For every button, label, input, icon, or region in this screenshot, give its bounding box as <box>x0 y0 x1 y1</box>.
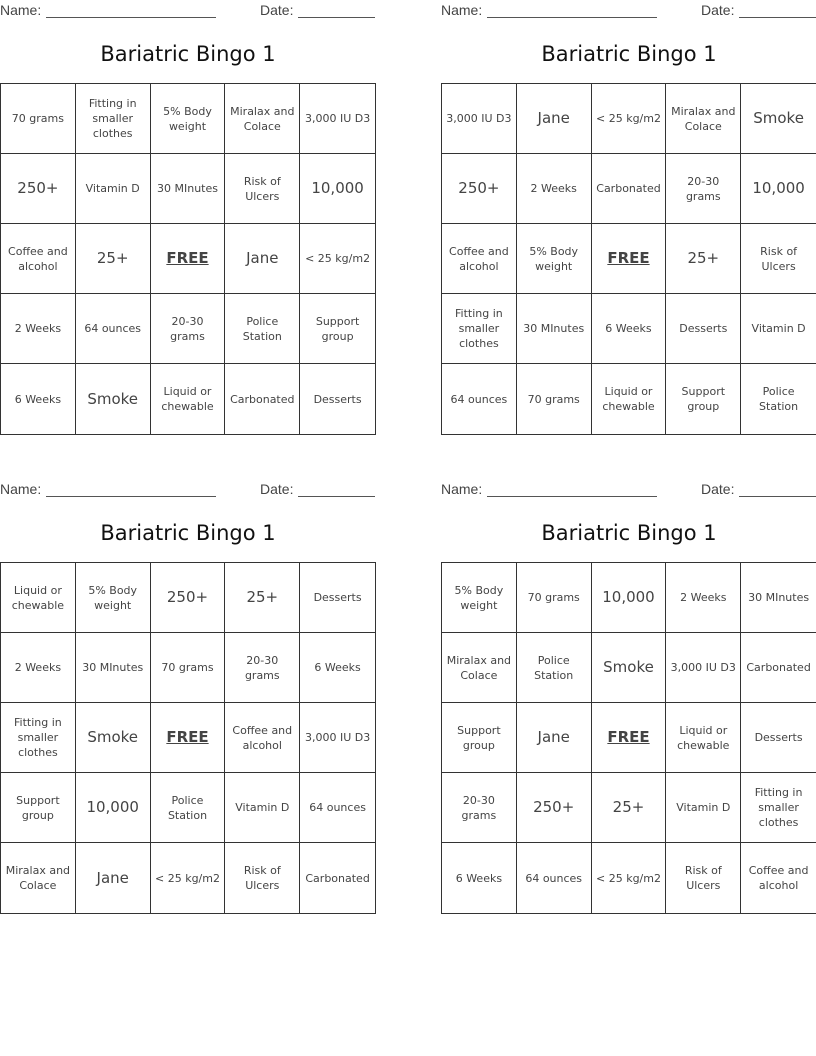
name-field-line[interactable] <box>487 496 657 497</box>
date-field-line[interactable] <box>739 17 816 18</box>
bingo-cell[interactable]: Fitting in smaller clothes <box>741 773 816 843</box>
bingo-cell[interactable]: Liquid or chewable <box>592 364 667 434</box>
bingo-cell[interactable]: Carbonated <box>225 364 300 434</box>
bingo-cell[interactable]: 250+ <box>1 154 76 224</box>
bingo-cell[interactable]: 70 grams <box>517 364 592 434</box>
bingo-cell[interactable]: 5% Body weight <box>442 563 517 633</box>
bingo-cell[interactable]: Desserts <box>741 703 816 773</box>
date-label: Date: <box>701 481 735 497</box>
bingo-cell[interactable]: 10,000 <box>300 154 375 224</box>
bingo-cell[interactable]: Police Station <box>517 633 592 703</box>
name-field-line[interactable] <box>46 496 216 497</box>
bingo-cell[interactable]: 20-30 grams <box>225 633 300 703</box>
bingo-cell[interactable]: 70 grams <box>151 633 226 703</box>
bingo-cell[interactable]: 5% Body weight <box>517 224 592 294</box>
bingo-cell[interactable]: Police Station <box>759 385 799 413</box>
bingo-cell[interactable]: Coffee and alcohol <box>225 703 300 773</box>
bingo-cell[interactable]: Jane <box>517 84 592 154</box>
bingo-cell[interactable]: 6 Weeks <box>1 364 76 434</box>
bingo-cell[interactable]: 2 Weeks <box>1 633 76 703</box>
card-title: Bariatric Bingo 1 <box>100 42 276 66</box>
bingo-cell[interactable]: 30 MInutes <box>517 294 592 364</box>
name-label: Name: <box>441 2 483 18</box>
bingo-cell[interactable]: 10,000 <box>592 563 667 633</box>
free-space-cell[interactable]: FREE <box>592 703 667 773</box>
bingo-cell[interactable]: Risk of Ulcers <box>225 154 300 224</box>
bingo-cell[interactable]: Liquid or chewable <box>151 364 226 434</box>
bingo-cell[interactable]: Coffee and alcohol <box>1 224 76 294</box>
date-label: Date: <box>260 481 294 497</box>
bingo-grid <box>0 83 376 435</box>
bingo-cell[interactable]: Support group <box>666 364 741 434</box>
bingo-cell[interactable]: 30 MInutes <box>741 563 816 633</box>
bingo-cell[interactable]: Risk of Ulcers <box>225 843 300 913</box>
card-header <box>441 481 816 499</box>
bingo-cell[interactable]: 30 MInutes <box>76 633 151 703</box>
bingo-cell[interactable]: Fitting in smaller clothes <box>1 703 76 773</box>
bingo-cell[interactable]: Smoke <box>76 364 151 434</box>
bingo-cell[interactable]: 25+ <box>225 563 300 633</box>
bingo-cell[interactable]: < 25 kg/m2 <box>592 84 667 154</box>
bingo-cell[interactable]: Liquid or chewable <box>666 703 741 773</box>
bingo-cell[interactable]: Jane <box>517 703 592 773</box>
free-space-cell[interactable]: FREE <box>151 224 226 294</box>
bingo-cell[interactable]: Carbonated <box>592 154 667 224</box>
bingo-cell[interactable]: 20-30 grams <box>442 773 517 843</box>
free-space-cell[interactable]: FREE <box>592 224 667 294</box>
bingo-cell[interactable]: Carbonated <box>305 871 370 885</box>
date-field-line[interactable] <box>298 496 375 497</box>
bingo-cell[interactable]: Liquid or chewable <box>1 563 76 633</box>
bingo-cell[interactable]: 6 Weeks <box>592 294 667 364</box>
bingo-cell[interactable]: 6 Weeks <box>300 633 375 703</box>
bingo-cell[interactable]: Miralax and Colace <box>442 633 517 703</box>
bingo-cell[interactable]: Smoke <box>76 703 151 773</box>
bingo-cell[interactable]: Carbonated <box>741 633 816 703</box>
bingo-cell[interactable]: Jane <box>225 224 300 294</box>
date-field-line[interactable] <box>739 496 816 497</box>
bingo-cell[interactable]: 20-30 grams <box>151 294 226 364</box>
name-label: Name: <box>441 481 483 497</box>
bingo-cell[interactable]: Fitting in smaller clothes <box>76 84 151 154</box>
card-title: Bariatric Bingo 1 <box>100 521 276 545</box>
bingo-cell[interactable]: Desserts <box>666 294 741 364</box>
name-label: Name: <box>0 481 42 497</box>
bingo-cell[interactable]: Support group <box>300 294 375 364</box>
bingo-cell[interactable]: 64 ounces <box>517 843 592 913</box>
bingo-cell[interactable]: 64 ounces <box>442 364 517 434</box>
bingo-cell[interactable]: Vitamin D <box>76 154 151 224</box>
bingo-cell[interactable]: 25+ <box>76 224 151 294</box>
bingo-cell[interactable]: Vitamin D <box>225 773 300 843</box>
bingo-cell[interactable]: 3,000 IU D3 <box>300 703 375 773</box>
bingo-cell[interactable]: Miralax and Colace <box>225 84 300 154</box>
bingo-cell[interactable]: Desserts <box>313 392 362 406</box>
card-header <box>0 2 376 20</box>
card-title: Bariatric Bingo 1 <box>541 42 717 66</box>
bingo-cell[interactable]: 250+ <box>442 154 517 224</box>
bingo-cell[interactable]: Coffee and alcohol <box>442 224 517 294</box>
bingo-cell[interactable]: Support group <box>1 773 76 843</box>
bingo-cell[interactable]: Miralax and Colace <box>1 843 76 913</box>
bingo-cell[interactable]: 2 Weeks <box>666 563 741 633</box>
bingo-cell[interactable]: Vitamin D <box>666 773 741 843</box>
free-space-cell[interactable]: FREE <box>151 703 226 773</box>
bingo-cell[interactable]: Fitting in smaller clothes <box>442 294 517 364</box>
bingo-cell[interactable]: 5% Body weight <box>76 563 151 633</box>
bingo-cell[interactable]: 3,000 IU D3 <box>300 84 375 154</box>
bingo-cell[interactable]: 3,000 IU D3 <box>666 633 741 703</box>
bingo-cell[interactable]: 10,000 <box>741 154 816 224</box>
card-title: Bariatric Bingo 1 <box>541 521 717 545</box>
date-field-line[interactable] <box>298 17 375 18</box>
bingo-cell[interactable]: Vitamin D <box>741 294 816 364</box>
card-header <box>441 2 816 20</box>
bingo-cell[interactable]: < 25 kg/m2 <box>300 224 375 294</box>
bingo-cell[interactable]: 64 ounces <box>76 294 151 364</box>
bingo-cell[interactable]: Police Station <box>225 294 300 364</box>
name-label: Name: <box>0 2 42 18</box>
date-label: Date: <box>260 2 294 18</box>
bingo-cell[interactable]: 250+ <box>517 773 592 843</box>
bingo-cell[interactable]: 64 ounces <box>300 773 375 843</box>
bingo-cell[interactable]: Smoke <box>592 633 667 703</box>
date-label: Date: <box>701 2 735 18</box>
bingo-cell[interactable]: 2 Weeks <box>1 294 76 364</box>
bingo-cell[interactable]: 25+ <box>592 773 667 843</box>
bingo-cell[interactable]: 30 MInutes <box>151 154 226 224</box>
bingo-cell[interactable]: < 25 kg/m2 <box>592 843 667 913</box>
bingo-cell[interactable]: 6 Weeks <box>442 843 517 913</box>
name-field-line[interactable] <box>46 17 216 18</box>
bingo-cell[interactable]: Risk of Ulcers <box>666 843 741 913</box>
bingo-cell[interactable]: 2 Weeks <box>517 154 592 224</box>
bingo-cell[interactable]: Police Station <box>151 773 226 843</box>
name-field-line[interactable] <box>487 17 657 18</box>
bingo-cell[interactable]: Support group <box>442 703 517 773</box>
bingo-cell[interactable]: 70 grams <box>1 84 76 154</box>
bingo-cell[interactable]: Risk of Ulcers <box>741 224 816 294</box>
bingo-cell[interactable]: 25+ <box>666 224 741 294</box>
bingo-grid <box>0 562 376 914</box>
bingo-cell[interactable]: 70 grams <box>517 563 592 633</box>
bingo-cell[interactable]: 250+ <box>151 563 226 633</box>
bingo-cell[interactable]: 20-30 grams <box>666 154 741 224</box>
bingo-cell[interactable]: Smoke <box>741 84 816 154</box>
bingo-cell[interactable]: Miralax and Colace <box>666 84 741 154</box>
bingo-cell[interactable]: < 25 kg/m2 <box>151 843 226 913</box>
bingo-cell[interactable]: Desserts <box>300 563 375 633</box>
card-header <box>0 481 376 499</box>
bingo-cell[interactable]: 5% Body weight <box>151 84 226 154</box>
bingo-grid <box>441 562 816 914</box>
bingo-cell[interactable]: Jane <box>76 843 151 913</box>
bingo-cell[interactable]: 3,000 IU D3 <box>442 84 517 154</box>
bingo-grid <box>441 83 816 435</box>
bingo-cell[interactable]: 10,000 <box>76 773 151 843</box>
bingo-cell[interactable]: Coffee and alcohol <box>748 864 809 892</box>
